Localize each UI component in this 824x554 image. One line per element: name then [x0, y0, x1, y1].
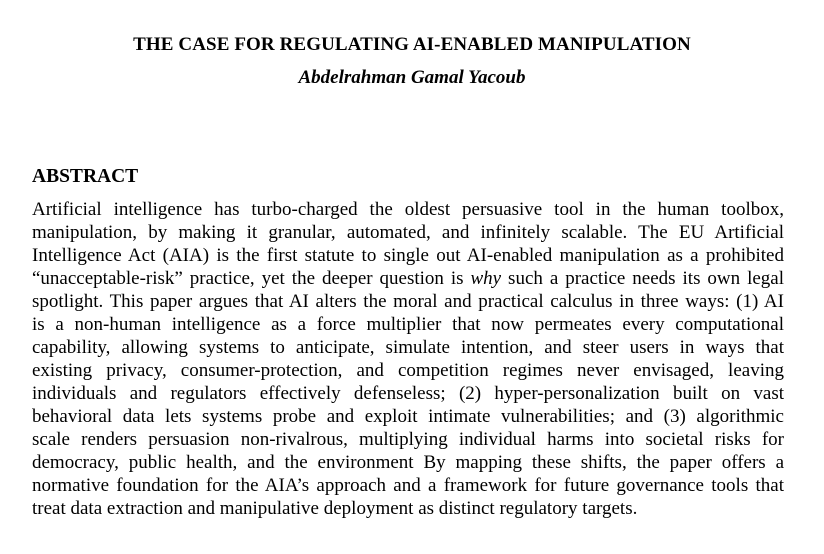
abstract-line: behavioral data lets systems probe and exploit intimate vulnerabilities; and (3) algorithmic [32, 406, 784, 427]
abstract-line: is a non-human intelligence as a force multiplier that now permeates every computational [32, 314, 784, 335]
abstract-line: democracy, public health, and the environment By mapping these shifts, the paper offers a [32, 452, 784, 473]
abstract-line: treat data extraction and manipulative deployment as distinct regulatory targets. [32, 498, 638, 519]
abstract-line: manipulation, by making it granular, automated, and infinitely scalable. The EU Artificial [32, 222, 784, 243]
abstract-line: capability, allowing systems to anticipate, simulate intention, and steer users in ways that [32, 337, 784, 358]
abstract-line: spotlight. This paper argues that AI alters the moral and practical calculus in three ways: (1) AI [32, 291, 784, 312]
abstract-line: individuals and regulators effectively defenseless; (2) hyper-personalization built on vast [32, 383, 784, 404]
abstract-line: existing privacy, consumer-protection, and competition regimes never envisaged, leaving [32, 360, 784, 381]
abstract-line [32, 267, 784, 290]
abstract-line-text: “unacceptable-risk” practice, yet the deeper question is [32, 268, 471, 289]
abstract-line: normative foundation for the AIA’s approach and a framework for future governance tools that [32, 475, 784, 496]
abstract-heading: ABSTRACT [32, 166, 139, 187]
abstract-body [32, 198, 784, 520]
paper-title: THE CASE FOR REGULATING AI-ENABLED MANIPULATION [133, 34, 691, 55]
abstract-line: scale renders persuasion non-rivalrous, multiplying individual harms into societal risks for [32, 429, 784, 450]
abstract-line: Intelligence Act (AIA) is the first statute to single out AI-enabled manipulation as a prohibited [32, 245, 784, 266]
abstract-emphasis: why [470, 268, 502, 289]
paper-author: Abdelrahman Gamal Yacoub [298, 67, 526, 88]
abstract-line-text: such a practice needs its own legal [501, 268, 785, 289]
abstract-line: Artificial intelligence has turbo-charged the oldest persuasive tool in the human toolbox, [32, 199, 784, 220]
